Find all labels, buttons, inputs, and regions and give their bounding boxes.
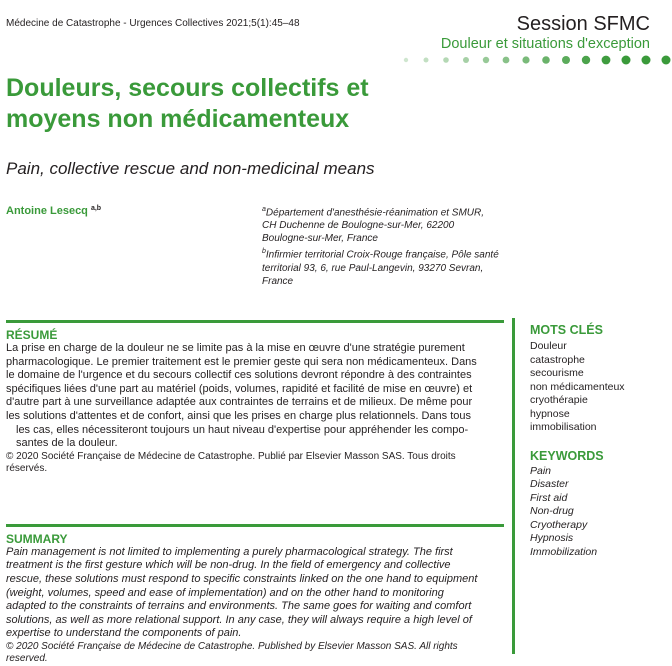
mots-cles-list <box>530 340 672 435</box>
keyword-en: Cryotherapy <box>530 518 588 531</box>
text-line: santes de la douleur. <box>16 437 118 450</box>
affiliation-line: Infirmier territorial Croix-Rouge française, Pôle santé <box>265 249 499 261</box>
resume-text <box>6 342 504 451</box>
author-name: Antoine Lesecq <box>6 205 88 217</box>
keyword-fr: secourisme <box>530 367 584 379</box>
text-line: réservés. <box>6 463 48 475</box>
keyword-en: First aid <box>530 491 568 504</box>
keyword-en: Immobilization <box>530 545 598 558</box>
text-line: pharmacologique. Le premier traitement est le premier geste qui sera non médicamenteux. Dans <box>6 355 477 368</box>
text-line: (weight, volumes, speed and ease of implementation) and on the other hand to monitoring <box>6 586 444 599</box>
text-line: adapted to the constraints of terrains and environments. The same goes for waiting and comfort <box>6 600 472 613</box>
session-subtitle: Douleur et situations d'exception <box>440 36 650 52</box>
affiliation-line: France <box>262 275 294 287</box>
dot <box>404 58 408 62</box>
text-line: les cas, elles nécessiteront toujours un haut niveau d'expertise pour appréhender les compo- <box>16 423 469 436</box>
text-line: d'autre part à une surveillance adaptée aux contraintes de terrains et de milieux. De même pour <box>6 396 473 409</box>
dot <box>662 56 671 65</box>
dot <box>503 57 510 64</box>
text-line: Pain management is not limited to implementing a purely pharmacological strategy. The first <box>6 545 453 558</box>
decorative-dots <box>400 55 672 65</box>
article-subtitle: Pain, collective rescue and non-medicinal means <box>6 159 375 178</box>
text-line: le domaine de l'urgence et du secours collectif ces solutions devront répondre à des contraintes <box>6 369 472 382</box>
text-line: spécifiques liées d'une part au matériel (poids, volumes, rapidité et facilité de mise en œuvre) et <box>6 382 473 395</box>
affiliation-line: Département d'anesthésie-réanimation et SMUR, <box>265 207 485 219</box>
journal-reference: Médecine de Catastrophe - Urgences Collectives 2021;5(1):45–48 <box>6 18 300 29</box>
keyword-fr: Douleur <box>530 340 567 352</box>
dot <box>424 58 429 63</box>
dot <box>463 57 469 63</box>
resume-copyright <box>6 451 504 476</box>
affiliation-b <box>262 245 512 287</box>
text-line: solutions, as well as more relational support. In any case, they will always require a high level of <box>6 613 472 626</box>
dot <box>562 56 570 64</box>
keyword-en: Disaster <box>530 478 569 490</box>
affiliation-line: territorial 93, 6, rue Paul-Langevin, 93270 Sevran, <box>262 262 484 274</box>
text-line: reserved. <box>6 653 48 665</box>
text-line: expertise to understand the components of pain. <box>6 627 242 640</box>
session-title: Session SFMC <box>516 13 650 35</box>
keywords-sidebar <box>512 318 672 654</box>
dot <box>522 56 529 63</box>
dot <box>483 57 489 63</box>
summary-text <box>6 546 504 641</box>
keyword-en: Hypnosis <box>530 532 574 544</box>
keywords-heading: KEYWORDS <box>530 448 604 463</box>
affiliation-a <box>262 203 512 245</box>
keyword-fr: hypnose <box>530 407 570 420</box>
text-line: les solutions d'attentes et de confort, ainsi que les prises en charge plus relationnels. Dans tous <box>6 409 471 422</box>
title-line: Douleurs, secours collectifs et <box>6 74 369 102</box>
section-rule <box>6 524 504 527</box>
keyword-en: Pain <box>530 464 552 477</box>
text-line: La prise en charge de la douleur ne se limite pas à la mise en œuvre d'une stratégie purement <box>6 342 465 354</box>
resume-heading: RÉSUMÉ <box>6 328 58 342</box>
abstract-column <box>6 320 504 666</box>
affiliation-mark: b <box>262 248 266 256</box>
keyword-fr: catastrophe <box>530 353 585 366</box>
keywords-list <box>530 465 672 560</box>
text-line: rescue, these solutions must respond to specific constraints linked on the one hand to equipment <box>6 572 478 585</box>
affiliation-line: Boulogne-sur-Mer, France <box>262 233 378 245</box>
dot <box>622 56 631 65</box>
affiliations <box>262 203 512 288</box>
keyword-fr: immobilisation <box>530 421 597 433</box>
keyword-fr: non médicamenteux <box>530 380 625 393</box>
summary-heading: SUMMARY <box>6 531 68 546</box>
section-rule <box>6 320 504 323</box>
mots-cles-heading: MOTS CLÉS <box>530 323 603 337</box>
title-line: moyens non médicamenteux <box>6 105 350 133</box>
dot <box>582 56 590 64</box>
dot <box>443 57 449 63</box>
dot <box>642 56 651 65</box>
dot <box>602 56 611 65</box>
affiliation-mark: a <box>262 206 266 213</box>
affiliation-line: CH Duchenne de Boulogne-sur-Mer, 62200 <box>262 220 455 232</box>
text-line: © 2020 Société Française de Médecine de Catastrophe. Publié par Elsevier Masson SAS. Tous droits <box>6 450 456 462</box>
dot <box>542 56 550 64</box>
summary-copyright <box>6 641 504 666</box>
text-line: © 2020 Société Française de Médecine de Catastrophe. Published by Elsevier Masson SAS. All rights <box>6 640 458 652</box>
keyword-fr: cryothérapie <box>530 394 588 406</box>
author-affiliation-marks: a,b <box>90 205 102 212</box>
keyword-en: Non-drug <box>530 505 574 517</box>
text-line: treatment is the first gesture which will be non-drug. In the field of emergency and collective <box>6 559 451 572</box>
author <box>6 205 101 217</box>
article-title <box>6 73 406 135</box>
